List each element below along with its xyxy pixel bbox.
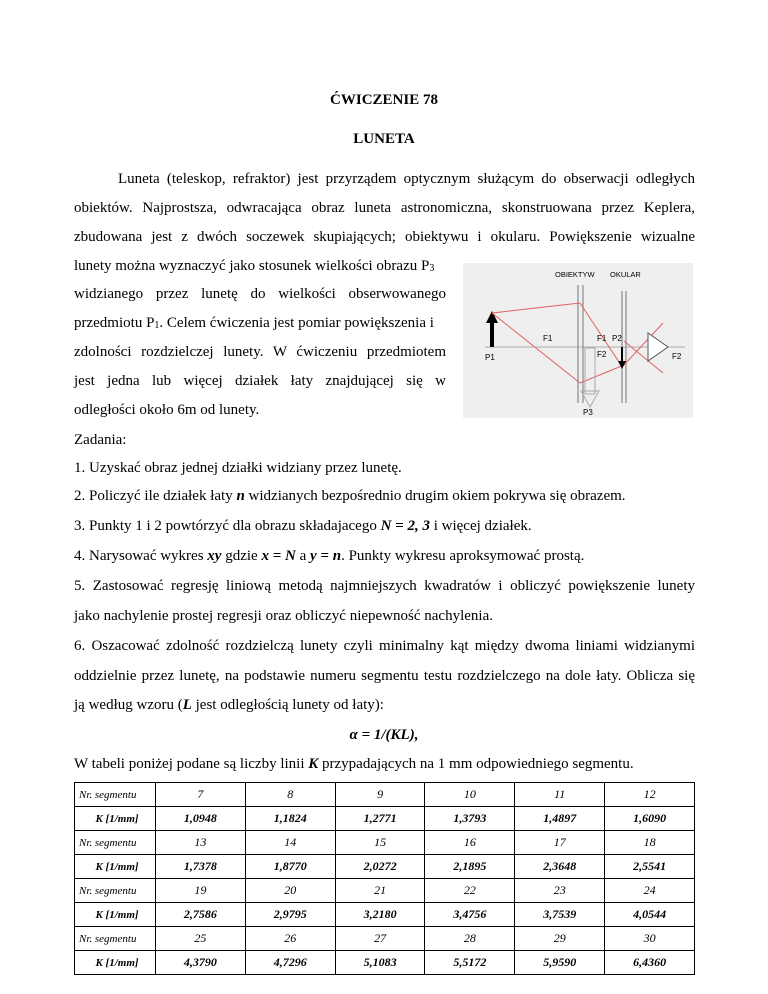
intro-line-4-sub: 3 <box>429 263 435 274</box>
intro-line-6-text-a: przedmiotu P <box>74 315 155 331</box>
table-cell: 4,3790 <box>156 951 246 975</box>
table-cell: 4,0544 <box>605 903 695 927</box>
task-2-var: n <box>236 488 245 504</box>
formula: α = 1/(KL), <box>349 727 419 743</box>
table-cell: 28 <box>425 927 515 951</box>
task-2-c: widzianych bezpośrednio drugim okiem pokrywa się obrazem. <box>244 488 626 504</box>
table-intro-K: K <box>308 756 319 772</box>
segment-row <box>75 879 695 903</box>
table-cell: 5,5172 <box>425 951 515 975</box>
table-intro <box>74 756 634 773</box>
intro-line-4 <box>74 258 434 275</box>
virtual-image-head <box>581 391 599 407</box>
row-label: Nr. segmentu <box>75 831 156 855</box>
intro-line-9: odległości około 6m od lunety. <box>74 402 260 418</box>
telescope-ray-diagram <box>463 263 693 418</box>
k-value-row <box>75 903 695 927</box>
ray-1 <box>492 303 580 313</box>
k-value-row <box>75 855 695 879</box>
task-2 <box>74 488 626 505</box>
table-cell: 15 <box>335 831 425 855</box>
table-cell: 27 <box>335 927 425 951</box>
focus-f1-label: F1 <box>543 334 553 343</box>
task-3-a: 3. Punkty 1 i 2 powtórzyć dla obrazu składajacego <box>74 518 381 534</box>
table-cell: 19 <box>156 879 246 903</box>
segment-row <box>75 831 695 855</box>
task-6-line-2: oddzielnie przez lunetę, na podstawie numeru segmentu testu rozdzielczego na dole łaty. Oblicza się <box>74 668 695 684</box>
table-cell: 11 <box>515 783 605 807</box>
ray-3 <box>492 313 580 383</box>
table-cell: 5,9590 <box>515 951 605 975</box>
task-4-x: x = N <box>261 548 296 564</box>
row-label: K [1/mm] <box>75 951 156 975</box>
table-cell: 17 <box>515 831 605 855</box>
table-cell: 23 <box>515 879 605 903</box>
table-cell: 9 <box>335 783 425 807</box>
task-1: 1. Uzyskać obraz jednej działki widziany przez lunetę. <box>74 460 402 476</box>
task-4-xy: xy <box>207 548 222 564</box>
intro-line-8: jest jedna lub więcej działek łaty znajdującej się w <box>74 373 446 389</box>
tasks-heading: Zadania: <box>74 432 127 448</box>
ray-4 <box>580 365 624 383</box>
task-6-c1: ją według wzoru ( <box>74 697 183 713</box>
k-value-row <box>75 951 695 975</box>
table-cell: 2,1895 <box>425 855 515 879</box>
table-cell: 20 <box>245 879 335 903</box>
image-p3-label: P3 <box>583 408 593 417</box>
table-cell: 1,4897 <box>515 807 605 831</box>
table-cell: 7 <box>156 783 246 807</box>
table-cell: 2,9795 <box>245 903 335 927</box>
table-cell: 12 <box>605 783 695 807</box>
task-6-L: L <box>182 697 192 713</box>
segment-table <box>74 782 695 975</box>
task-3 <box>74 518 532 535</box>
intro-line-1: Luneta (teleskop, refraktor) jest przyrządem optycznym służącym do obserwacji odległych <box>118 171 695 187</box>
task-2-a: 2. Policzyć ile działek łaty <box>74 488 237 504</box>
intro-line-6-text-b: . Celem ćwiczenia jest pomiar powiększenia i <box>159 315 434 331</box>
task-6-line-1: 6. Oszacować zdolność rozdzielczą lunety czyli minimalny kąt między dwoma liniami widzianymi <box>74 638 695 654</box>
task-3-c: i więcej działek. <box>429 518 532 534</box>
intro-line-6-sub: 1 <box>154 320 160 331</box>
focus-f2-label: F2 <box>597 350 607 359</box>
table-cell: 26 <box>245 927 335 951</box>
table-intro-a: W tabeli poniżej podane są liczby linii <box>74 756 309 772</box>
table-cell: 5,1083 <box>335 951 425 975</box>
table-cell: 21 <box>335 879 425 903</box>
table-cell: 30 <box>605 927 695 951</box>
table-cell: 2,0272 <box>335 855 425 879</box>
page-title: ĆWICZENIE 78 <box>330 92 438 108</box>
row-label: Nr. segmentu <box>75 783 156 807</box>
image-arrow-head <box>618 361 626 369</box>
task-6-c3: jest odległością lunety od łaty): <box>191 697 384 713</box>
intro-line-3: zbudowana jest z dwóch soczewek skupiających; obiektywu i okularu. Powiększenie wizualne <box>74 229 695 245</box>
virtual-image <box>585 348 595 394</box>
table-cell: 14 <box>245 831 335 855</box>
table-cell: 1,1824 <box>245 807 335 831</box>
intro-line-2: obiektów. Najprostsza, odwracająca obraz luneta astronomiczna, skonstruowana przez Keplera, <box>74 200 695 216</box>
intro-line-4-text: lunety można wyznaczyć jako stosunek wielkości obrazu P <box>74 258 430 274</box>
task-4-a: 4. Narysować wykres <box>74 548 208 564</box>
task-4-e: a <box>295 548 311 564</box>
table-cell: 24 <box>605 879 695 903</box>
intro-line-5: widzianego przez lunetę do wielkości obserwowanego <box>74 286 446 302</box>
table-cell: 3,4756 <box>425 903 515 927</box>
task-4-g: . Punkty wykresu aproksymować prostą. <box>341 548 585 564</box>
task-5-line-2: jako nachylenie prostej regresji oraz obliczyć niepewność nachylenia. <box>74 608 493 624</box>
table-cell: 3,2180 <box>335 903 425 927</box>
table-cell: 2,3648 <box>515 855 605 879</box>
segment-table-body <box>75 783 695 975</box>
focus-f2-right-label: F2 <box>672 352 682 361</box>
focus-f1-right-label: F1 <box>597 334 607 343</box>
row-label: Nr. segmentu <box>75 879 156 903</box>
table-cell: 3,7539 <box>515 903 605 927</box>
ray-diagram-svg <box>463 263 693 418</box>
page-subtitle: LUNETA <box>353 131 415 147</box>
table-intro-c: przypadających na 1 mm odpowiedniego segmentu. <box>318 756 634 772</box>
row-label: K [1/mm] <box>75 855 156 879</box>
segment-row <box>75 783 695 807</box>
table-cell: 1,8770 <box>245 855 335 879</box>
ocular-label: OKULAR <box>610 270 641 279</box>
row-label: Nr. segmentu <box>75 927 156 951</box>
task-6-line-3 <box>74 697 384 714</box>
image-p2-label: P2 <box>612 334 622 343</box>
table-cell: 4,7296 <box>245 951 335 975</box>
table-cell: 22 <box>425 879 515 903</box>
table-cell: 29 <box>515 927 605 951</box>
table-cell: 18 <box>605 831 695 855</box>
table-cell: 1,2771 <box>335 807 425 831</box>
row-label: K [1/mm] <box>75 807 156 831</box>
task-4-y: y = n <box>310 548 342 564</box>
k-value-row <box>75 807 695 831</box>
task-4 <box>74 548 584 565</box>
table-cell: 1,7378 <box>156 855 246 879</box>
segment-row <box>75 927 695 951</box>
table-cell: 8 <box>245 783 335 807</box>
table-cell: 6,4360 <box>605 951 695 975</box>
task-5-line-1: 5. Zastosować regresję liniową metodą najmniejszych kwadratów i obliczyć powiększenie lunety <box>74 578 695 594</box>
table-cell: 13 <box>156 831 246 855</box>
table-cell: 16 <box>425 831 515 855</box>
table-cell: 10 <box>425 783 515 807</box>
intro-line-7: zdolności rozdzielczej lunety. W ćwiczeniu przedmiotem <box>74 344 446 360</box>
intro-line-6 <box>74 315 434 332</box>
table-cell: 25 <box>156 927 246 951</box>
task-3-var: N = 2, 3 <box>380 518 430 534</box>
task-4-c: gdzie <box>221 548 262 564</box>
eye-icon <box>648 333 668 361</box>
row-label: K [1/mm] <box>75 903 156 927</box>
object-p1-label: P1 <box>485 353 495 362</box>
objective-label: OBIEKTYW <box>555 270 595 279</box>
table-cell: 1,6090 <box>605 807 695 831</box>
table-cell: 2,5541 <box>605 855 695 879</box>
table-cell: 1,0948 <box>156 807 246 831</box>
table-cell: 2,7586 <box>156 903 246 927</box>
table-cell: 1,3793 <box>425 807 515 831</box>
